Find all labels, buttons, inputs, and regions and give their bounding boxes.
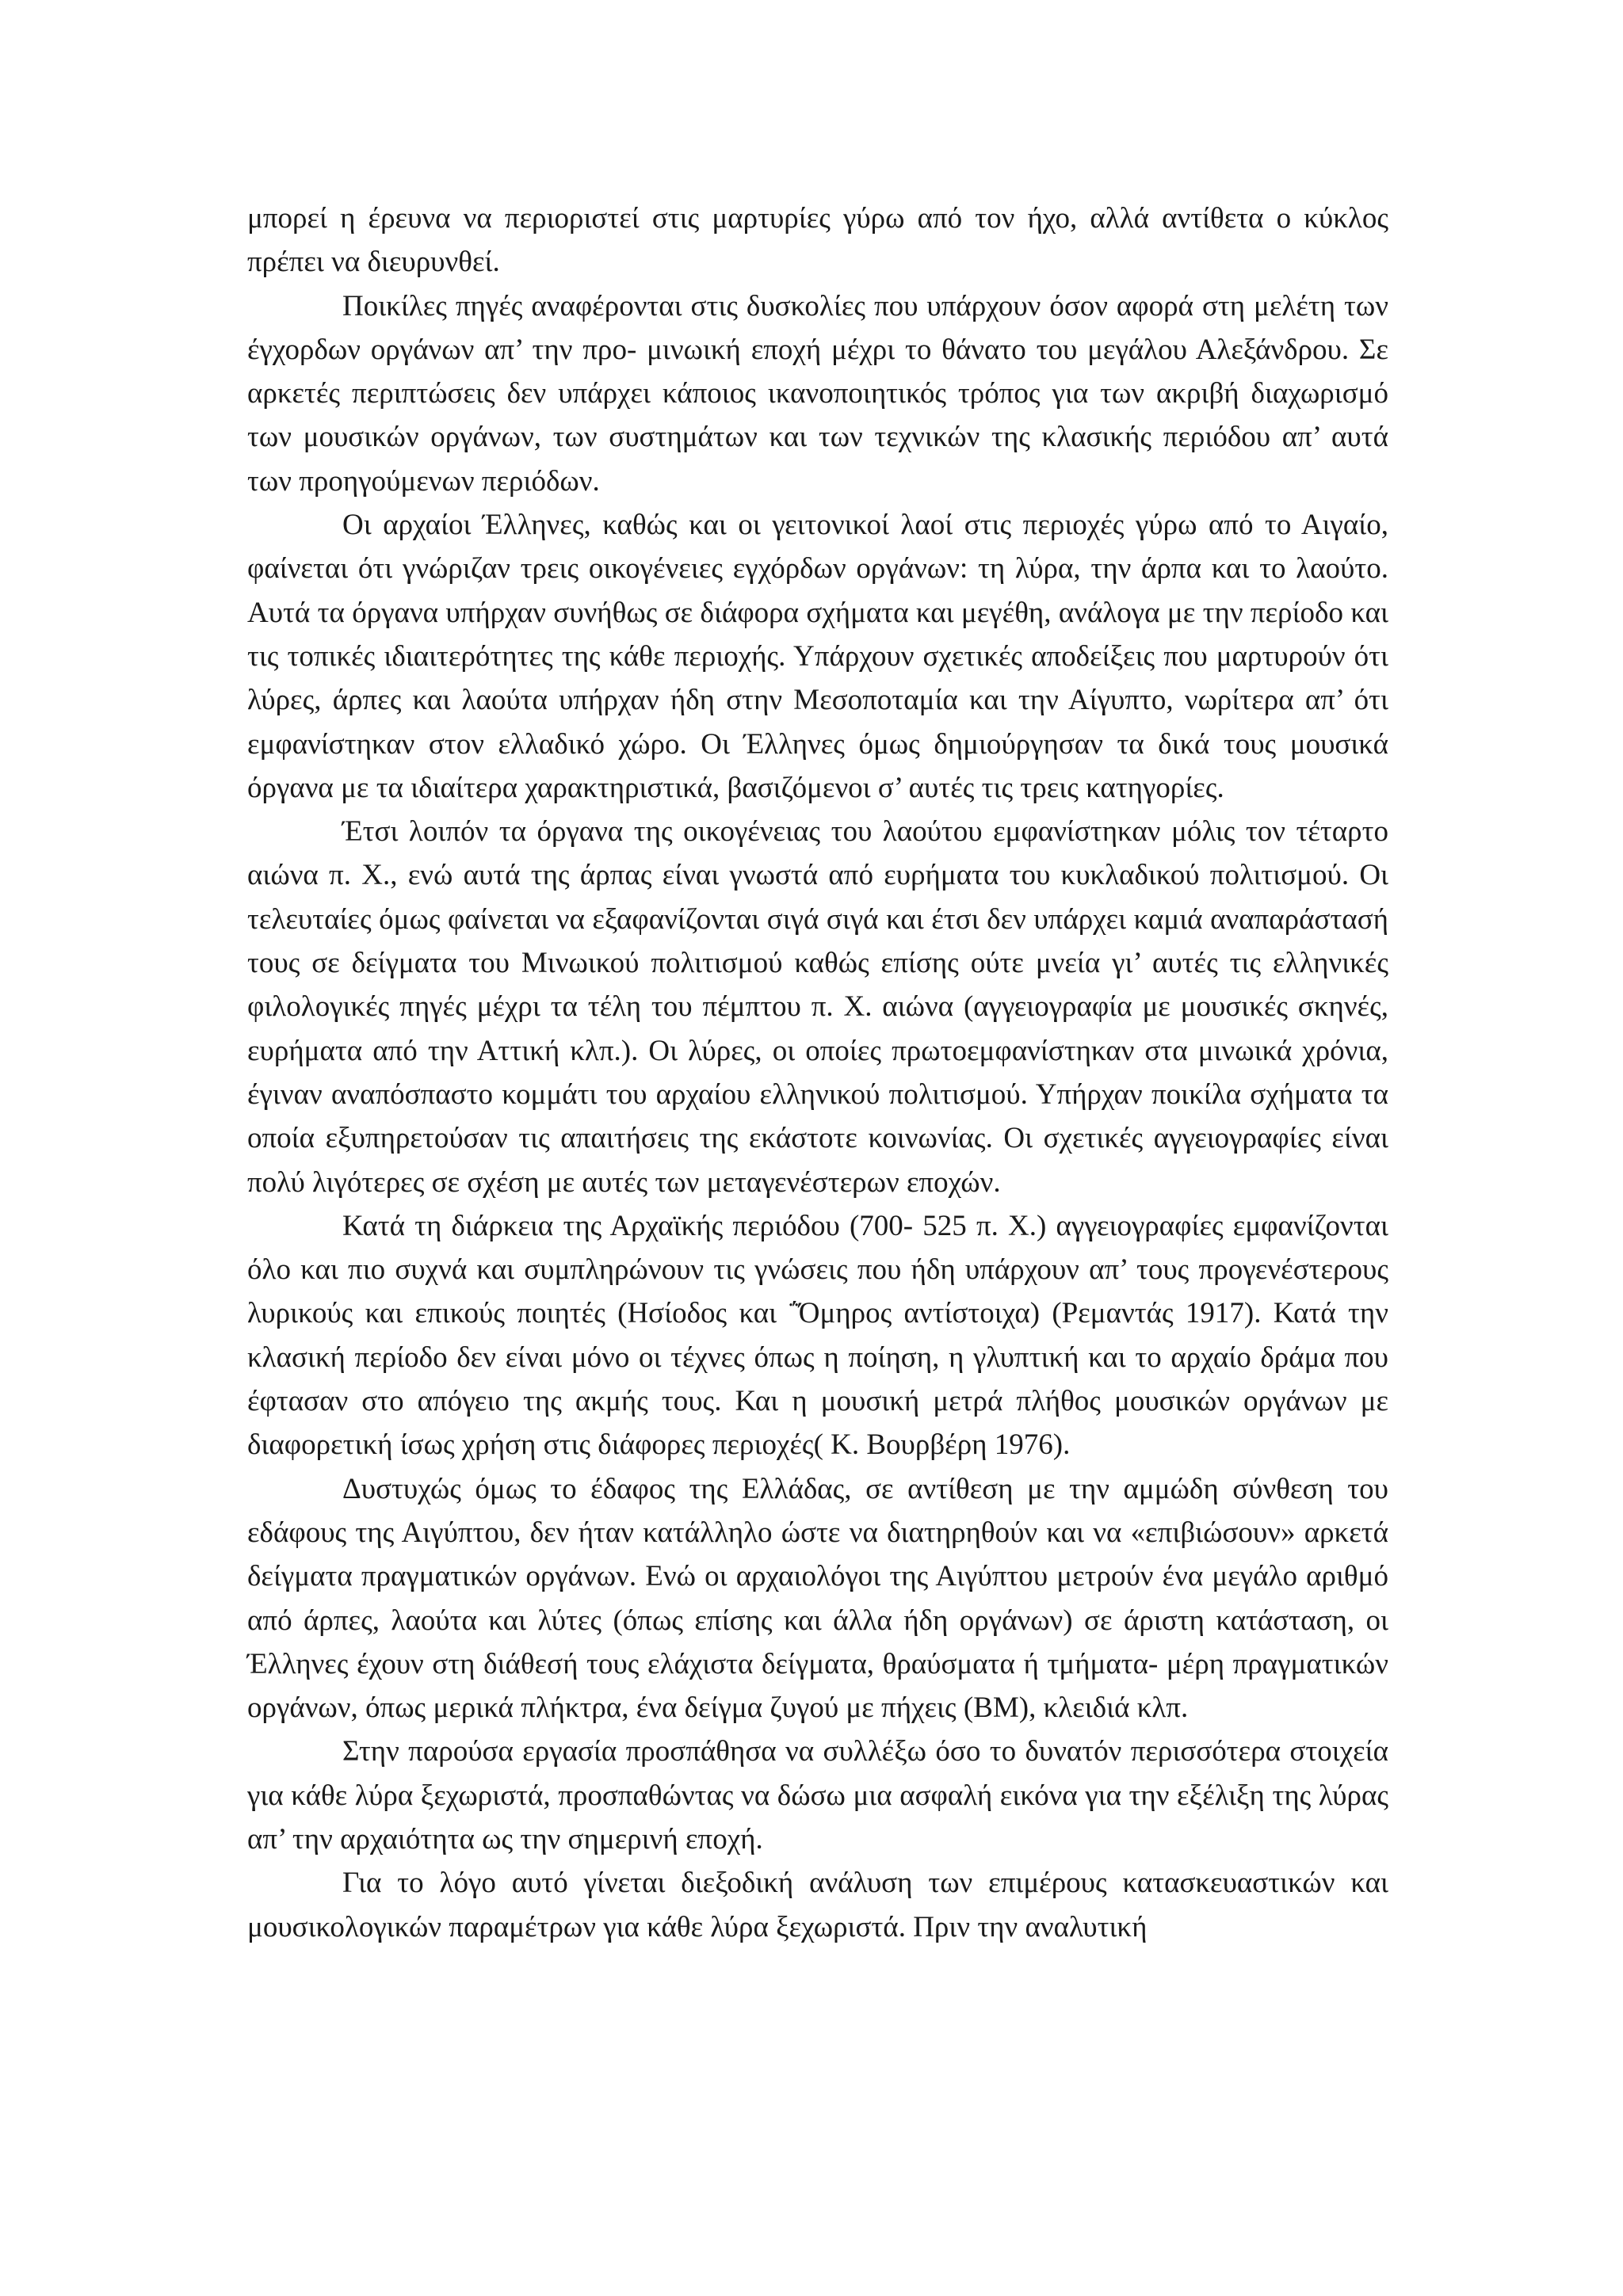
paragraph-archaic-period: Κατά τη διάρκεια της Αρχαϊκής περιόδου (700- 525 π. Χ.) αγγειογραφίες εμφανίζονται όλο και πιο συχνά και συμπληρώνουν τις γνώσεις που ήδη υπάρχουν απ’ τους προγενέστερους λυρικούς και επικούς ποιητές (Ησίοδος και ΅Όμηρος αντίστοιχα) (Ρεμαντάς 1917). Κατά την κλασική περίοδο δεν είναι μόνο οι τέχνες όπως η ποίηση, η γλυπτική και το αρχαίο δράμα που έφτασαν στο απόγειο της ακμής τους. Και η μουσική μετρά πλήθος μουσικών οργάνων με διαφορετική ίσως χρήση στις διάφορες περιοχές( Κ. Βουρβέρη 1976). [247,1209,1388,1462]
paragraph-analysis: Για το λόγο αυτό γίνεται διεξοδική ανάλυση των επιμέρους κατασκευαστικών και μουσικολογικών παραμέτρων για κάθε λύρα ξεχωριστά. Πριν την αναλυτική [247,1867,1388,1943]
paragraph-continued: μπορεί η έρευνα να περιοριστεί στις μαρτυρίες γύρω από τον ήχο, αλλά αντίθετα ο κύκλος πρέπει να διευρυνθεί. [247,202,1388,279]
paragraph-present-work: Στην παρούσα εργασία προσπάθησα να συλλέξω όσο το δυνατόν περισσότερα στοιχεία για κάθε λύρα ξεχωριστά, προσπαθώντας να δώσω μια ασφαλή εικόνα για την εξέλιξη της λύρας απ’ την αρχαιότητα ως την σημερινή εποχή. [247,1735,1388,1855]
paragraph-lute-harp-lyre: Έτσι λοιπόν τα όργανα της οικογένειας του λαούτου εμφανίστηκαν μόλις τον τέταρτο αιώνα π. Χ., ενώ αυτά της άρπας είναι γνωστά από ευρήματα του κυκλαδικού πολιτισμού. Οι τελευταίες όμως φαίνεται να εξαφανίζονται σιγά σιγά και έτσι δεν υπάρχει καμιά αναπαράστασή τους σε δείγματα του Μινωικού πολιτισμού καθώς επίσης ούτε μνεία γι’ αυτές τις ελληνικές φιλολογικές πηγές μέχρι τα τέλη του πέμπτου π. Χ. αιώνα (αγγειογραφία με μουσικές σκηνές, ευρήματα από την Αττική κλπ.). Οι λύρες, οι οποίες πρωτοεμφανίστηκαν στα μινωικά χρόνια, έγιναν αναπόσπαστο κομμάτι του αρχαίου ελληνικού πολιτισμού. Υπήρχαν ποικίλα σχήματα τα οποία εξυπηρετούσαν τις απαιτήσεις της εκάστοτε κοινωνίας. Οι σχετικές αγγειογραφίες είναι πολύ λιγότερες σε σχέση με αυτές των μεταγενέστερων εποχών. [247,815,1388,1199]
paragraph-sources-difficulties: Ποικίλες πηγές αναφέρονται στις δυσκολίες που υπάρχουν όσον αφορά στη μελέτη των έγχορδων οργάνων απ’ την προ- μινωική εποχή μέχρι το θάνατο του μεγάλου Αλεξάνδρου. Σε αρκετές περιπτώσεις δεν υπάρχει κάποιος ικανοποιητικός τρόπος για των ακριβή διαχωρισμό των μουσικών οργάνων, των συστημάτων και των τεχνικών της κλασικής περιόδου απ’ αυτά των προηγούμενων περιόδων. [247,289,1388,498]
paragraph-string-families: Οι αρχαίοι Έλληνες, καθώς και οι γειτονικοί λαοί στις περιοχές γύρω από το Αιγαίο, φαίνεται ότι γνώριζαν τρεις οικογένειες εγχόρδων οργάνων: τη λύρα, την άρπα και το λαούτο. Αυτά τα όργανα υπήρχαν συνήθως σε διάφορα σχήματα και μεγέθη, ανάλογα με την περίοδο και τις τοπικές ιδιαιτερότητες της κάθε περιοχής. Υπάρχουν σχετικές αποδείξεις που μαρτυρούν ότι λύρες, άρπες και λαούτα υπήρχαν ήδη στην Μεσοποταμία και την Αίγυπτο, νωρίτερα απ’ ότι εμφανίστηκαν στον ελλαδικό χώρο. Οι Έλληνες όμως δημιούργησαν τα δικά τους μουσικά όργανα με τα ιδιαίτερα χαρακτηριστικά, βασιζόμενοι σ’ αυτές τις τρεις κατηγορίες. [247,509,1388,804]
paragraph-soil-preservation: Δυστυχώς όμως το έδαφος της Ελλάδας, σε αντίθεση με την αμμώδη σύνθεση του εδάφους της Αιγύπτου, δεν ήταν κατάλληλο ώστε να διατηρηθούν και να «επιβιώσουν» αρκετά δείγματα πραγματικών οργάνων. Ενώ οι αρχαιολόγοι της Αιγύπτου μετρούν ένα μεγάλο αριθμό από άρπες, λαούτα και λύτες (όπως επίσης και άλλα ήδη οργάνων) σε άριστη κατάσταση, οι Έλληνες έχουν στη διάθεσή τους ελάχιστα δείγματα, θραύσματα ή τμήματα- μέρη πραγματικών οργάνων, όπως μερικά πλήκτρα, ένα δείγμα ζυγού με πήχεις (ΒΜ), κλειδιά κλπ. [247,1472,1388,1725]
document-page [247,196,1388,1949]
